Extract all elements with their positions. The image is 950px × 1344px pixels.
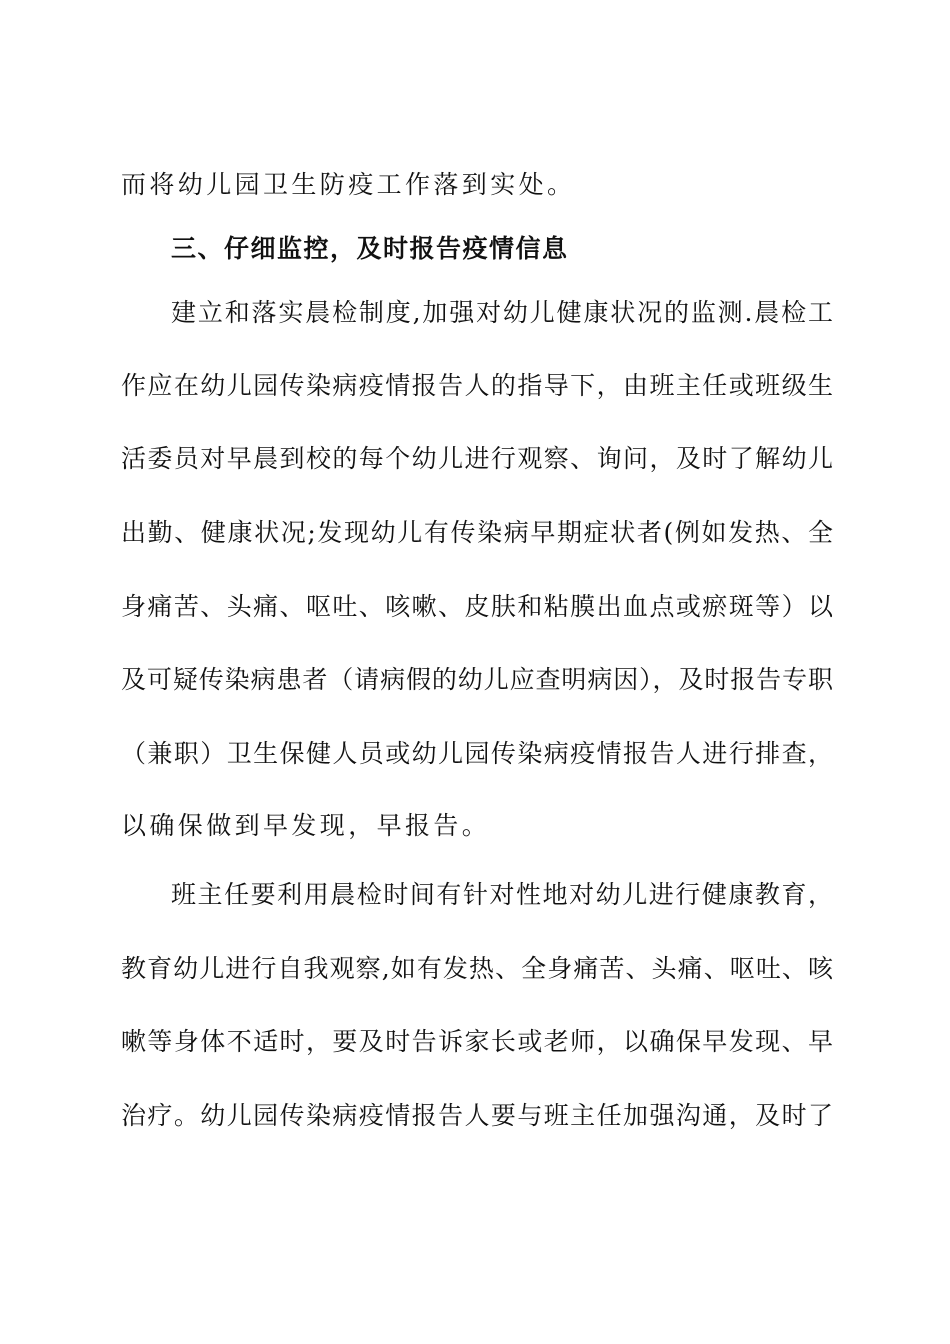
paragraph-line: 班主任要利用晨检时间有针对性地对幼儿进行健康教育，: [171, 880, 833, 909]
section-heading: 三、仔细监控，及时报告疫情信息: [171, 234, 569, 263]
paragraph-line: 而将幼儿园卫生防疫工作落到实处。: [121, 170, 576, 199]
paragraph-line: 作应在幼儿园传染病疫情报告人的指导下，由班主任或班级生: [121, 371, 833, 400]
paragraph-line: 活委员对早晨到校的每个幼儿进行观察、询问，及时了解幼儿: [121, 444, 833, 473]
paragraph-line: （兼职）卫生保健人员或幼儿园传染病疫情报告人进行排查，: [121, 739, 833, 768]
paragraph-line: 嗽等身体不适时，要及时告诉家长或老师，以确保早发现、早: [121, 1027, 833, 1056]
paragraph-line: 以确保做到早发现，早报告。: [121, 811, 491, 840]
paragraph-line: 建立和落实晨检制度,加强对幼儿健康状况的监测.晨检工: [171, 298, 833, 327]
paragraph-line: 出勤、健康状况;发现幼儿有传染病早期症状者(例如发热、全: [121, 518, 833, 547]
paragraph-line: 治疗。幼儿园传染病疫情报告人要与班主任加强沟通，及时了: [121, 1101, 833, 1130]
paragraph-line: 教育幼儿进行自我观察,如有发热、全身痛苦、头痛、呕吐、咳: [121, 954, 833, 983]
paragraph-line: 身痛苦、头痛、呕吐、咳嗽、皮肤和粘膜出血点或瘀斑等）以: [121, 592, 833, 621]
paragraph-line: 及可疑传染病患者（请病假的幼儿应查明病因），及时报告专职: [121, 665, 833, 694]
